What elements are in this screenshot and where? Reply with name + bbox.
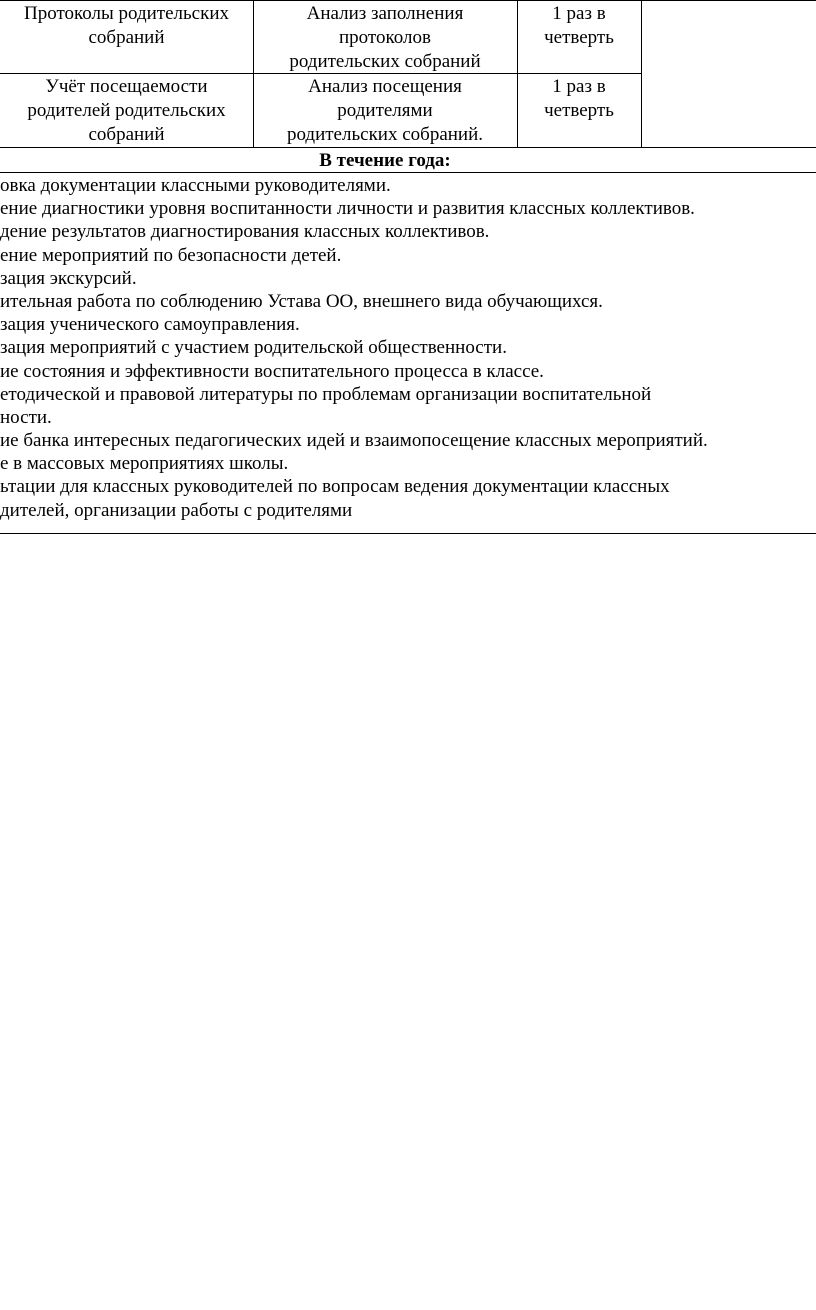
table-cell-frequency — [517, 2, 641, 50]
table-cell-analysis — [253, 2, 517, 74]
table-cell-analysis — [253, 75, 517, 147]
list-bottom-border — [0, 533, 816, 534]
cell-line: родительских собраний. — [286, 124, 484, 145]
list-item: дителей, организации работы с родителями — [0, 499, 353, 521]
table-cell-frequency — [517, 75, 641, 123]
table-bottom-border — [0, 147, 816, 148]
list-item: овка документации классными руководителями. — [0, 175, 391, 196]
list-item: ительная работа по соблюдению Устава ОО, внешнего вида обучающихся. — [0, 290, 603, 312]
list-item: ьтации для классных руководителей по вопросам ведения документации классных — [0, 476, 670, 498]
cell-line: Учёт посещаемости — [45, 76, 208, 97]
cell-line: родительских собраний — [289, 51, 481, 72]
cell-line: собраний — [88, 27, 165, 48]
list-item: ие состояния и эффективности воспитательного процесса в классе. — [0, 360, 544, 382]
list-item: дение результатов диагностирования классных коллективов. — [0, 221, 490, 243]
list-item: зация ученического самоуправления. — [0, 314, 300, 336]
cell-line: родителями — [337, 100, 433, 121]
table-top-border — [0, 0, 816, 1]
cell-line: 1 раз в — [552, 76, 606, 97]
table-cell-document — [0, 2, 253, 50]
list-item: зация мероприятий с участием родительской общественности. — [0, 337, 507, 359]
table-col-divider-3 — [641, 0, 642, 147]
activity-list — [0, 174, 816, 522]
cell-line: Анализ посещения — [308, 76, 462, 97]
list-item: ности. — [0, 406, 52, 428]
cell-line: протоколов — [339, 27, 431, 48]
cell-line: четверть — [544, 100, 614, 121]
cell-line: родителей родительских — [27, 100, 226, 121]
list-item: ение диагностики уровня воспитанности личности и развития классных коллективов. — [0, 198, 695, 220]
section-heading: В течение года: — [319, 150, 451, 171]
table-cell-document — [0, 75, 253, 147]
list-item: ение мероприятий по безопасности детей. — [0, 244, 342, 266]
list-item: ие банка интересных педагогических идей и взаимопосещение классных мероприятий. — [0, 430, 708, 452]
cell-line: 1 раз в — [552, 3, 606, 24]
list-item: зация экскурсий. — [0, 267, 137, 289]
list-item: етодической и правовой литературы по проблемам организации воспитательной — [0, 383, 652, 405]
cell-line: собраний — [88, 124, 165, 145]
cell-line: Протоколы родительских — [23, 3, 230, 24]
cell-line: четверть — [544, 27, 614, 48]
cell-line: Анализ заполнения — [306, 3, 464, 24]
list-item: е в массовых мероприятиях школы. — [0, 453, 289, 475]
